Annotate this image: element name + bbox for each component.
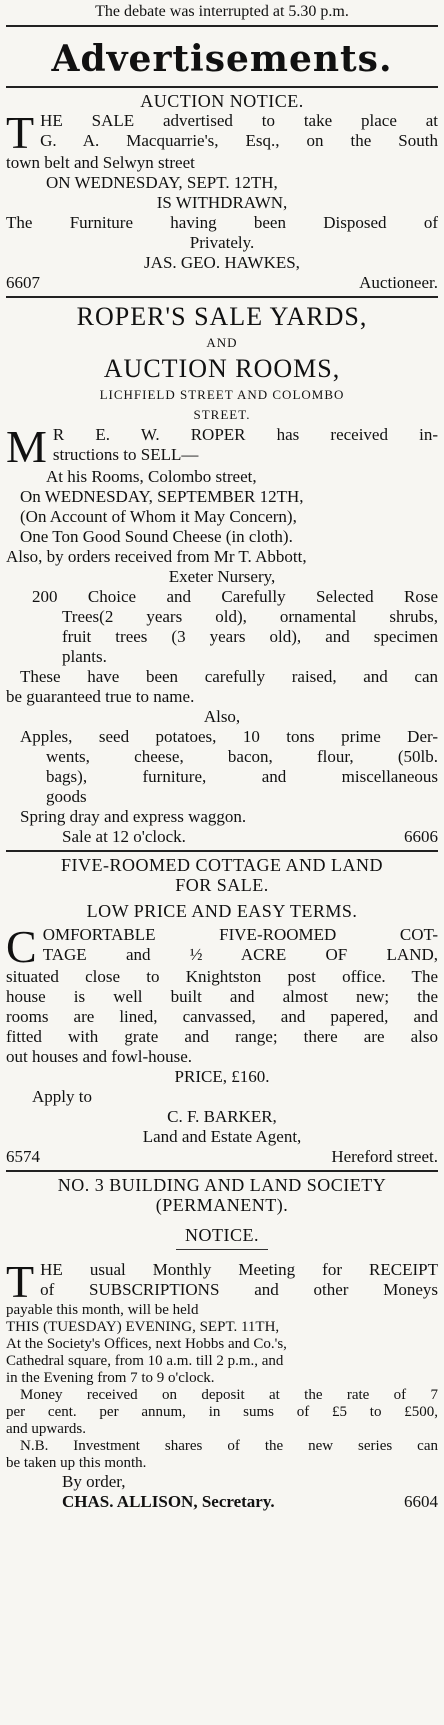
ad-line: Money received on deposit at the rate of 7 <box>20 1387 438 1403</box>
ad-line: bags), furniture, and miscellaneous <box>46 767 438 786</box>
divider <box>6 850 438 852</box>
secretary-signature: CHAS. ALLISON, Secretary. <box>62 1492 275 1511</box>
ad-title-2: (PERMANENT). <box>155 1195 289 1215</box>
ad-line: G. A. Macquarrie's, Esq., on the South <box>40 131 438 150</box>
ad-title: NO. 3 BUILDING AND LAND SOCIETY <box>57 1175 387 1195</box>
ad-line: OMFORTABLE FIVE-ROOMED COT- <box>42 925 438 944</box>
ad-ref-number: 6606 <box>404 827 438 846</box>
ad-subtitle-and: AND <box>206 335 238 350</box>
drop-cap: T <box>6 107 35 158</box>
ad-line: Also, by orders received from Mr T. Abbott, <box>6 547 307 566</box>
sale-time: Sale at 12 o'clock. <box>62 827 186 846</box>
ad-line: and upwards. <box>6 1421 86 1437</box>
ad-subtitle: LOW PRICE AND EASY TERMS. <box>86 901 358 921</box>
ad-line: (On Account of Whom it May Concern), <box>20 507 297 526</box>
ad-ref-number: 6604 <box>404 1492 438 1511</box>
divider <box>6 1170 438 1172</box>
ad-title-2: AUCTION ROOMS, <box>103 354 341 383</box>
ad-title-2: FOR SALE. <box>175 875 269 895</box>
divider <box>6 25 438 27</box>
ad-line: By order, <box>62 1472 126 1491</box>
ad-footer <box>6 1492 438 1512</box>
ad-line: 200 Choice and Carefully Selected Rose <box>32 587 438 606</box>
ad-ropers-sale-yards <box>6 301 438 847</box>
ad-line: THIS (TUESDAY) EVENING, SEPT. 11TH, <box>6 1319 280 1335</box>
ad-ref-number: 6574 <box>6 1147 40 1166</box>
ad-line: be guaranteed true to name. <box>6 687 195 706</box>
ad-title: ROPER'S SALE YARDS, <box>76 302 368 331</box>
ad-line: be taken up this month. <box>6 1455 147 1471</box>
ad-line: wents, cheese, bacon, flour, (50lb. <box>46 747 438 766</box>
ad-body <box>6 921 438 972</box>
ad-line: R E. W. ROPER has received in- <box>52 425 438 444</box>
ad-line: HE SALE advertised to take place at <box>40 111 438 130</box>
ad-line: ON WEDNESDAY, SEPT. 12TH, <box>46 173 278 192</box>
ad-title: AUCTION NOTICE. <box>140 91 304 111</box>
ad-line: Exeter Nursery, <box>168 567 276 586</box>
ad-line: structions to SELL— <box>52 445 199 464</box>
ad-building-society <box>6 1175 438 1512</box>
ad-line: Apply to <box>32 1087 92 1106</box>
ad-cottage-for-sale <box>6 855 438 1167</box>
ad-line: Spring dray and express waggon. <box>20 807 247 826</box>
newspaper-page <box>0 2 444 1725</box>
ad-line: in the Evening from 7 to 9 o'clock. <box>6 1370 215 1386</box>
ad-footer <box>6 273 438 293</box>
ad-body <box>6 107 438 158</box>
ad-line: town belt and Selwyn street <box>6 153 195 172</box>
ad-line: The Furniture having been Disposed of <box>6 213 438 232</box>
ad-line: Also, <box>203 707 241 726</box>
auctioneer-role: Auctioneer. <box>359 273 438 292</box>
ad-footer <box>6 1147 438 1167</box>
agent-name: C. F. BARKER, <box>167 1107 277 1126</box>
ad-line: TAGE and ½ ACRE OF LAND, <box>42 945 438 964</box>
agent-role: Land and Estate Agent, <box>142 1127 302 1146</box>
ad-line: payable this month, will be held <box>6 1302 199 1318</box>
ad-line: N.B. Investment shares of the new series can <box>20 1438 438 1454</box>
ad-line: rooms are lined, canvassed, and papered, and <box>6 1007 438 1026</box>
ad-body <box>6 421 438 472</box>
ad-price: PRICE, £160. <box>174 1067 270 1086</box>
auctioneer-name: JAS. GEO. HAWKES, <box>144 253 300 272</box>
ad-line: These have been carefully raised, and can <box>20 667 438 686</box>
ad-line: Privately. <box>189 233 255 252</box>
ad-footer <box>6 827 438 847</box>
drop-cap: M <box>6 421 47 472</box>
ad-line: IS WITHDRAWN, <box>156 193 288 212</box>
short-divider <box>176 1249 268 1250</box>
ad-auction-notice <box>6 91 438 293</box>
ad-line: plants. <box>62 647 107 666</box>
ad-line: Apples, seed potatoes, 10 tons prime Der- <box>20 727 438 746</box>
ad-line: At his Rooms, Colombo street, <box>46 467 257 486</box>
ad-body <box>6 1256 438 1307</box>
divider <box>6 296 438 298</box>
ad-line: One Ton Good Sound Cheese (in cloth). <box>20 527 293 546</box>
ad-address: LICHFIELD STREET AND COLOMBO <box>99 387 345 402</box>
ad-line: fruit trees (3 years old), and specimen <box>62 627 438 646</box>
ad-line: situated close to Knightston post office. The <box>6 967 438 986</box>
ad-line: Cathedral square, from 10 a.m. till 2 p.m., and <box>6 1353 284 1369</box>
divider <box>6 86 438 88</box>
ad-line: house is well built and almost new; the <box>6 987 438 1006</box>
ad-line: At the Society's Offices, next Hobbs and Co.'s, <box>6 1336 287 1352</box>
header-note: The debate was interrupted at 5.30 p.m. <box>95 3 349 20</box>
ad-line: On WEDNESDAY, SEPTEMBER 12TH, <box>20 487 304 506</box>
ad-line: Trees(2 years old), ornamental shrubs, <box>62 607 438 626</box>
ad-title: FIVE-ROOMED COTTAGE AND LAND <box>60 855 384 875</box>
ad-line: fitted with grate and range; there are also <box>6 1027 438 1046</box>
ad-ref-number: 6607 <box>6 273 40 292</box>
ad-line: goods <box>46 787 87 806</box>
ad-line: per cent. per annum, in sums of £5 to £500, <box>6 1404 438 1420</box>
drop-cap: T <box>6 1256 35 1307</box>
agent-street: Hereford street. <box>331 1147 438 1166</box>
section-title: Advertisements. <box>51 38 393 80</box>
ad-line: of SUBSCRIPTIONS and other Moneys <box>40 1280 438 1299</box>
ad-line: HE usual Monthly Meeting for RECEIPT <box>40 1260 438 1279</box>
ad-line: out houses and fowl-house. <box>6 1047 193 1066</box>
ad-notice-heading: NOTICE. <box>185 1225 259 1245</box>
ad-address: STREET. <box>193 407 251 422</box>
drop-cap: C <box>6 921 37 972</box>
